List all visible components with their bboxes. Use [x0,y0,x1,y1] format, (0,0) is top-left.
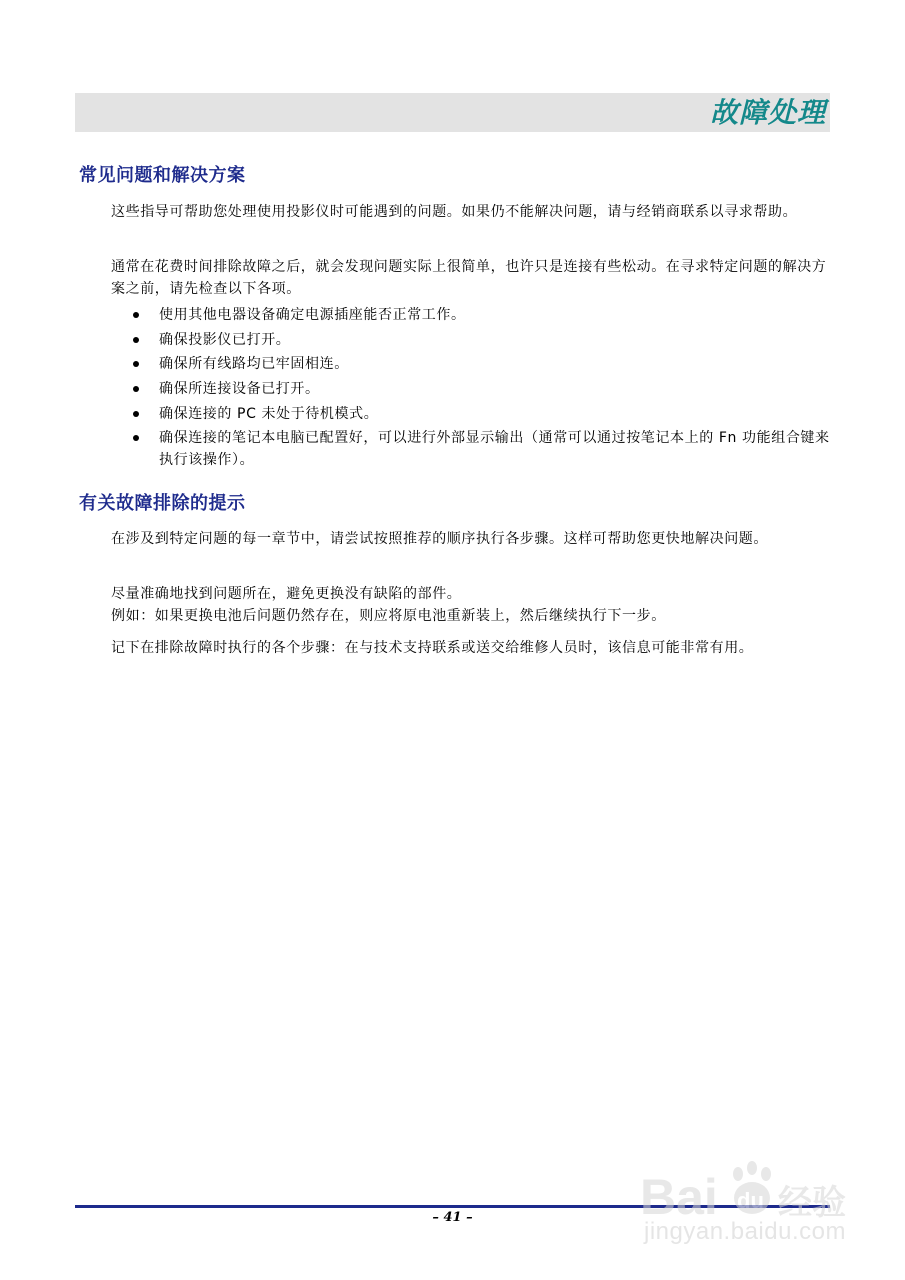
svg-text:经验: 经验 [778,1183,846,1223]
list-item: 确保投影仪已打开。 [111,329,831,351]
chapter-title: 故障处理 [709,96,826,129]
intro-paragraph: 这些指导可帮助您处理使用投影仪时可能遇到的问题。如果仍不能解决问题，请与经销商联系以寻求帮助。 [111,204,798,220]
list-item: 确保所连接设备已打开。 [111,378,831,400]
bullet-icon [133,312,139,318]
svg-text:Bai: Bai [640,1169,718,1225]
record-paragraph: 记下在排除故障时执行的各个步骤：在与技术支持联系或送交给维修人员时，该信息可能非常有用。 [111,640,754,656]
section-heading-common-problems: 常见问题和解决方案 [79,165,246,186]
bullet-icon [133,411,139,417]
section-heading-troubleshooting-tips: 有关故障排除的提示 [79,493,246,514]
bullet-icon [133,337,139,343]
svg-text:du: du [737,1188,764,1213]
chapter-header-band [75,93,830,132]
baidu-watermark [640,1150,860,1260]
checklist [111,304,831,474]
page-number: – 41 – [432,1210,473,1225]
watermark-url: jingyan.baidu.com [644,1218,846,1245]
list-item: 使用其他电器设备确定电源插座能否正常工作。 [111,304,831,326]
bullet-icon [133,435,139,441]
bullet-icon [133,361,139,367]
list-item: 确保所有线路均已牢固相连。 [111,353,831,375]
locate-paragraph: 尽量准确地找到问题所在，避免更换没有缺陷的部件。 [111,586,462,602]
list-item: 确保连接的笔记本电脑已配置好，可以进行外部显示输出（通常可以通过按笔记本上的 Fn 功能组合键来执行该操作）。 [111,427,831,471]
baidu-jingyan-logo [640,1156,855,1226]
tips-paragraph: 在涉及到特定问题的每一章节中，请尝试按照推荐的顺序执行各步骤。这样可帮助您更快地解决问题。 [111,531,768,547]
check-paragraph: 通常在花费时间排除故障之后，就会发现问题实际上很简单，也许只是连接有些松动。在寻求特定问题的解决方案之前，请先检查以下各项。 [111,259,827,297]
bullet-icon [133,386,139,392]
example-paragraph: 例如：如果更换电池后问题仍然存在，则应将原电池重新装上，然后继续执行下一步。 [111,608,666,624]
list-item: 确保连接的 PC 未处于待机模式。 [111,403,831,425]
